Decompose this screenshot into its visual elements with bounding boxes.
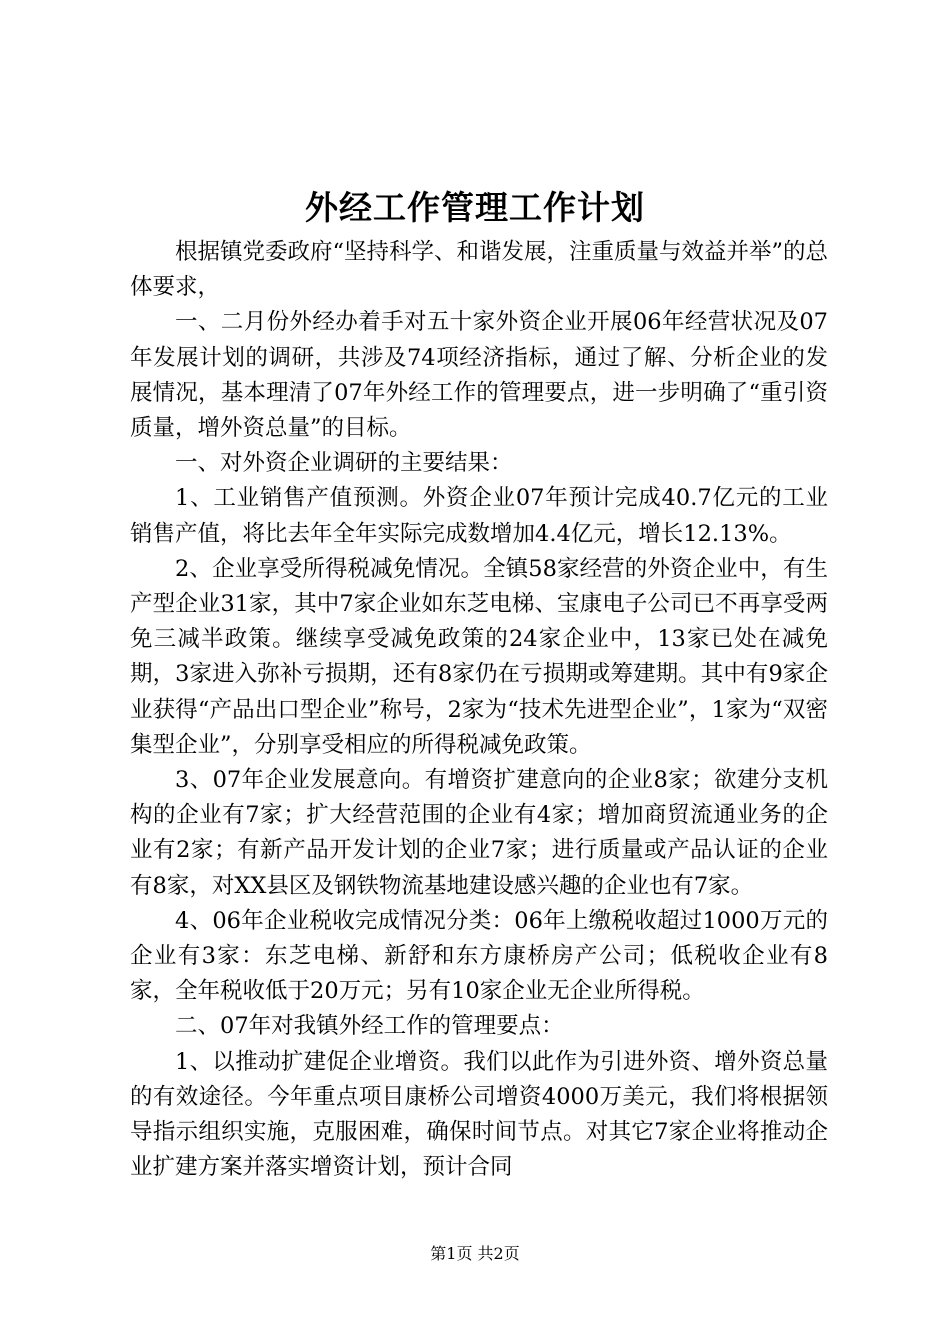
paragraph-sales-forecast: 1、工业销售产值预测。外资企业07年预计完成40.7亿元的工业销售产值，将比去年全年实际完成数增加4.4亿元，增长12.13%。 bbox=[130, 485, 828, 547]
section-heading-management: 二、07年对我镇外经工作的管理要点： bbox=[175, 1013, 564, 1040]
paragraph-development-intent: 3、07年企业发展意向。有增资扩建意向的企业8家；欲建分支机构的企业有7家；扩大经营范围的企业有4家；增加商贸流通业务的企业有2家；有新产品开发计划的企业7家；进行质量或产品认证的企业有8家，对XX县区及钢铁物流基地建设感兴趣的企业也有7家。 bbox=[130, 767, 828, 899]
paragraph-survey: 一、二月份外经办着手对五十家外资企业开展06年经营状况及07年发展计划的调研，共涉及74项经济指标，通过了解、分析企业的发展情况，基本理清了07年外经工作的管理要点，进一步明确了“重引资质量，增外资总量”的目标。 bbox=[130, 309, 828, 442]
paragraph-intro: 根据镇党委政府“坚持科学、和谐发展，注重质量与效益并举”的总体要求， bbox=[130, 239, 829, 301]
document-title: 外经工作管理工作计划 bbox=[305, 188, 645, 227]
document-body bbox=[130, 235, 828, 1185]
page-footer: 第1页 共2页 bbox=[430, 1244, 520, 1263]
paragraph-tax-relief: 2、企业享受所得税减免情况。全镇58家经营的外资企业中，有生产型企业31家，其中7家企业如东芝电梯、宝康电子公司已不再享受两免三减半政策。继续享受减免政策的24家企业中，13家已处在减免期，3家进入弥补亏损期，还有8家仍在亏损期或筹建期。其中有9家企业获得“产品出口型企业”称号，2家为“技术先进型企业”，1家为“双密集型企业”，分别享受相应的所得税减免政策。 bbox=[130, 555, 828, 758]
paragraph-expansion: 1、以推动扩建促企业增资。我们以此作为引进外资、增外资总量的有效途径。今年重点项目康桥公司增资4000万美元，我们将根据领导指示组织实施，克服困难，确保时间节点。对其它7家企业将推动企业扩建方案并落实增资计划，预计合同 bbox=[130, 1048, 828, 1181]
section-heading-results: 一、对外资企业调研的主要结果： bbox=[175, 450, 513, 477]
paragraph-tax-classification: 4、06年企业税收完成情况分类：06年上缴税收超过1000万元的企业有3家：东芝电梯、新舒和东方康桥房产公司；低税收企业有8家，全年税收低于20万元；另有10家企业无企业所得税。 bbox=[130, 907, 828, 1005]
